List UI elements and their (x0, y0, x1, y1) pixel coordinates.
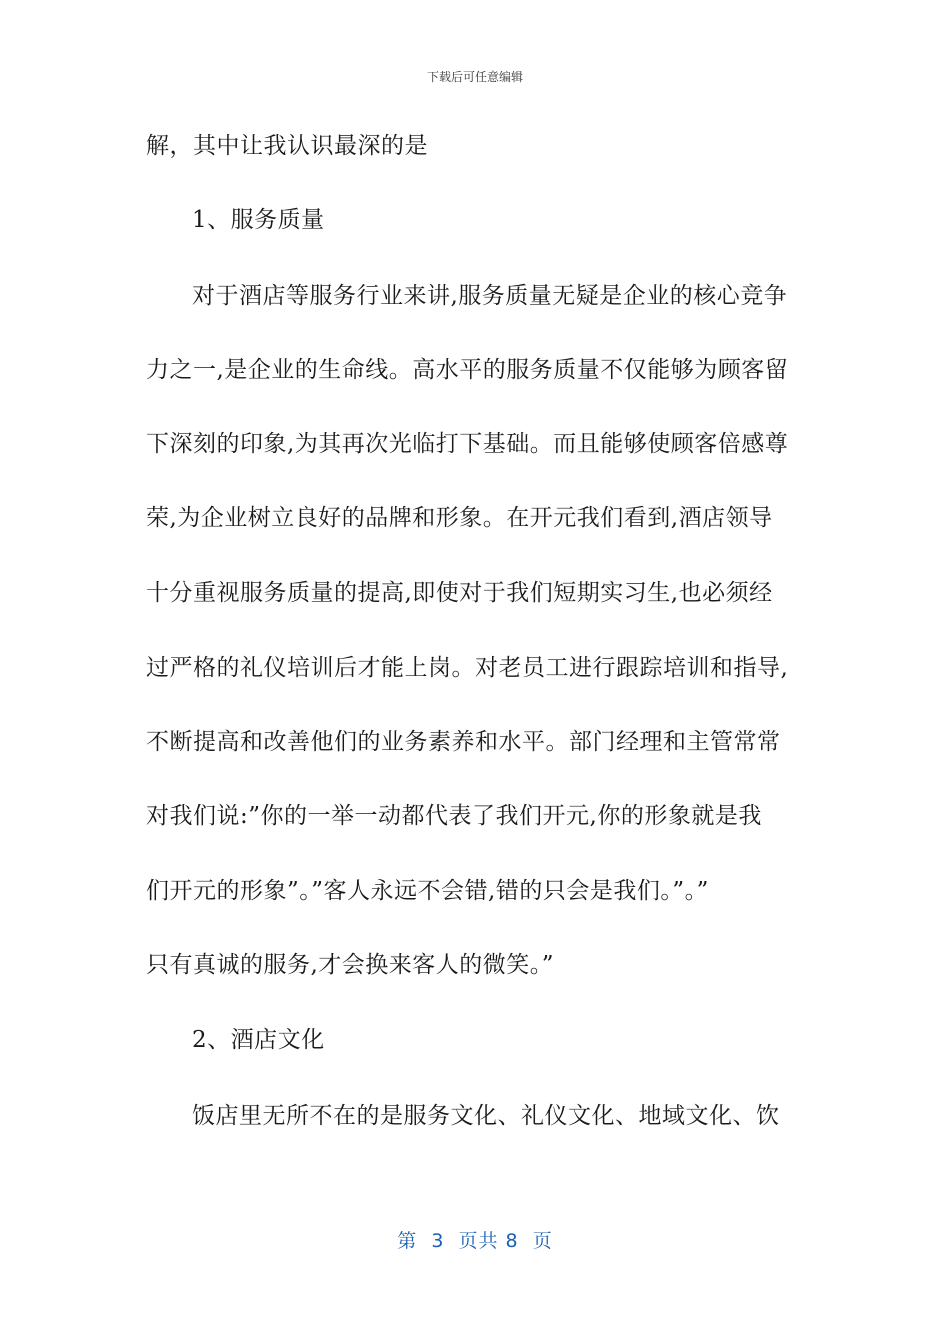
paragraph-line-9: 不断提高和改善他们的业务素养和水平。部门经理和主管常常 (146, 729, 781, 755)
paragraph-line-12: 只有真诚的服务,才会换来客人的微笑。” (146, 952, 555, 978)
paragraph-line-10: 对我们说:”你的一举一动都代表了我们开元,你的形象就是我 (146, 803, 762, 829)
paragraph-line-4: 力之一,是企业的生命线。高水平的服务质量不仅能够为顾客留 (146, 357, 789, 383)
paragraph-line-5: 下深刻的印象,为其再次光临打下基础。而且能够使顾客倍感尊 (146, 431, 789, 457)
paragraph-line-8: 过严格的礼仪培训后才能上岗。对老员工进行跟踪培训和指导, (146, 655, 789, 681)
section-heading-service-quality: 1、服务质量 (192, 207, 325, 233)
paragraph-line-11: 们开元的形象”。”客人永远不会错,错的只会是我们。”。” (146, 878, 709, 904)
section-heading-hotel-culture: 2、酒店文化 (192, 1027, 325, 1053)
page-number-text: 第 3 页共 8 页 (397, 1230, 553, 1252)
page-header-note: 下载后可任意编辑 (426, 70, 523, 84)
page-number-footer (0, 1226, 950, 1253)
paragraph-line-3: 对于酒店等服务行业来讲,服务质量无疑是企业的核心竞争 (192, 283, 788, 309)
paragraph-line-14: 饭店里无所不在的是服务文化、礼仪文化、地域文化、饮 (192, 1103, 780, 1129)
paragraph-line-1: 解，其中让我认识最深的是 (146, 133, 428, 159)
paragraph-line-7: 十分重视服务质量的提高,即使对于我们短期实习生,也必须经 (146, 580, 773, 606)
paragraph-line-6: 荣,为企业树立良好的品牌和形象。在开元我们看到,酒店领导 (146, 505, 773, 531)
